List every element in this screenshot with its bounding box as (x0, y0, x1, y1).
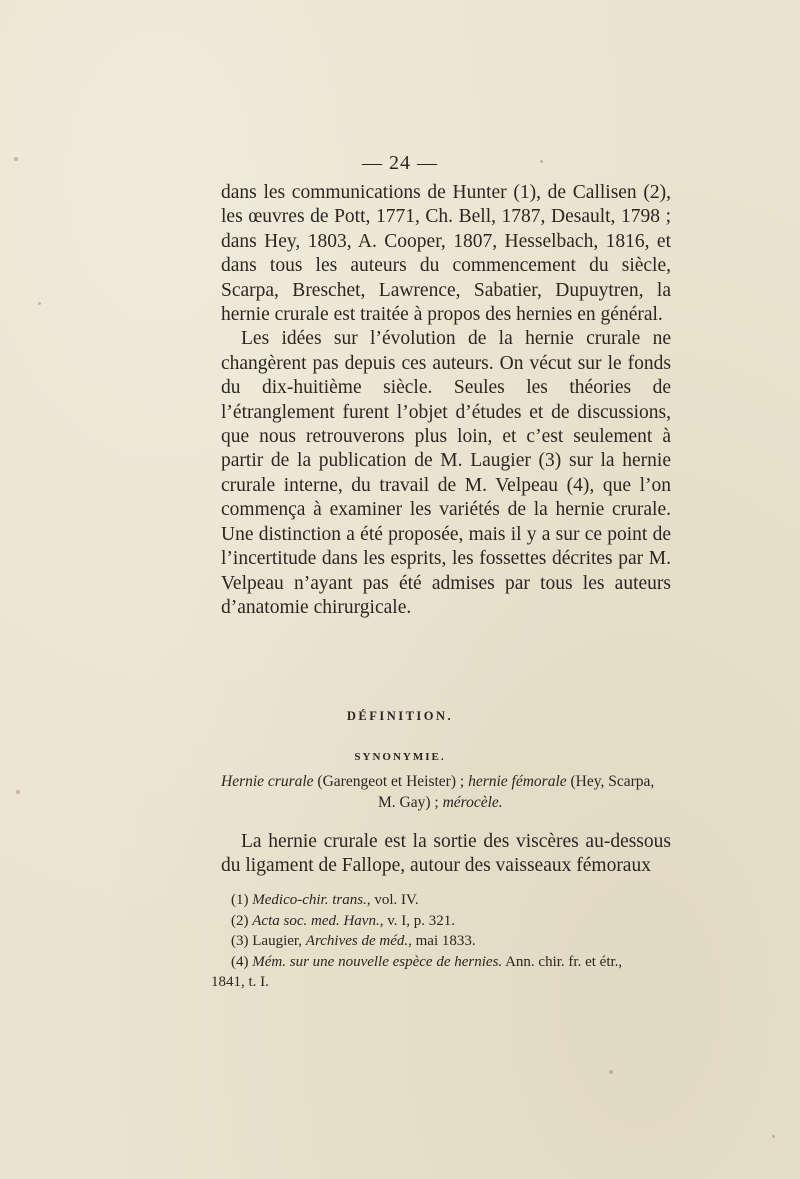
paper-speck (16, 790, 20, 794)
footnote-ref: , v. I, p. 321. (379, 912, 455, 929)
footnote-author: Laugier, (252, 933, 306, 949)
footnote-ref: Ann. chir. fr. et étr., (502, 953, 623, 970)
paper-speck (540, 160, 543, 163)
footnote-ref: , mai 1833. (408, 933, 476, 949)
footnote-number: (1) (231, 892, 253, 908)
footnote-number: (4) (231, 953, 253, 970)
synonym-term: Hernie crurale (221, 773, 314, 790)
definition-paragraph (221, 830, 671, 879)
footnote-4 (221, 952, 696, 973)
footnote-title: Acta soc. med. Havn. (252, 912, 380, 929)
footnote-title: Archives de méd. (305, 933, 409, 949)
subheading-synonymie: SYNONYMIE. (354, 751, 446, 763)
paragraph-2: Les idées sur l’évolution de la hernie crurale ne changèrent pas depuis ces auteurs. On vécut sur le fonds du dix-huitième siècle. Seules les théories de l’étranglement furent l’objet d’études et de discussions, que nous retrouverons plus loin, et c’est seulement à partir de la publication de M. Laugier (3) sur la hernie crurale interne, du travail de M. Velpeau (4), que l’on commença à examiner les variétés de la hernie crurale. Une distinction a été proposée, mais il y a sur ce point de l’incertitude dans les esprits, les fossettes décrites par M. Velpeau n’ayant pas été admises par tous les auteurs d’anatomie chirurgicale. (221, 328, 671, 618)
footnote-1 (221, 890, 696, 911)
footnote-3 (221, 931, 696, 952)
synonym-source: (Garengeot et Heister) ; (313, 773, 469, 790)
footnote-number: (2) (231, 912, 253, 929)
synonyms-text (221, 771, 696, 813)
paper-speck (14, 157, 18, 161)
synonym-term: hernie fémorale (468, 773, 567, 790)
paper-speck (609, 1070, 613, 1074)
footnote-4-continuation: 1841, t. I. (211, 974, 269, 990)
synonym-source: M. Gay) ; (378, 794, 443, 811)
synonym-source: (Hey, Scarpa, (566, 773, 655, 790)
footnote-title: Medico-chir. trans. (252, 892, 367, 908)
footnote-2 (221, 911, 696, 932)
definition-text: La hernie crurale est la sortie des viscères au-dessous du ligament de Fallope, autour des vaisseaux fémoraux (221, 831, 671, 877)
paper-speck (38, 302, 41, 305)
footnote-ref: , vol. IV. (366, 892, 419, 908)
paragraph-1: dans les communications de Hunter (1), de Callisen (2), les œuvres de Pott, 1771, Ch. Bell, 1787, Desault, 1798 ; dans Hey, 1803, A. Cooper, 1807, Hesselbach, 1816, et dans tous les auteurs du commencement du siècle, Scarpa, Breschet, Lawrence, Sabatier, Dupuytren, la hernie crurale est traitée à propos des hernies en général. (221, 182, 671, 326)
synonym-term: mérocèle. (442, 794, 503, 811)
page-number: — 24 — (362, 152, 438, 174)
footnote-number: (3) (231, 933, 253, 949)
footnotes (211, 890, 696, 993)
body-text (221, 181, 671, 620)
paper-speck (772, 1135, 775, 1138)
section-heading-definition: DÉFINITION. (346, 709, 454, 723)
footnote-title: Mém. sur une nouvelle espèce de hernies. (252, 953, 503, 970)
